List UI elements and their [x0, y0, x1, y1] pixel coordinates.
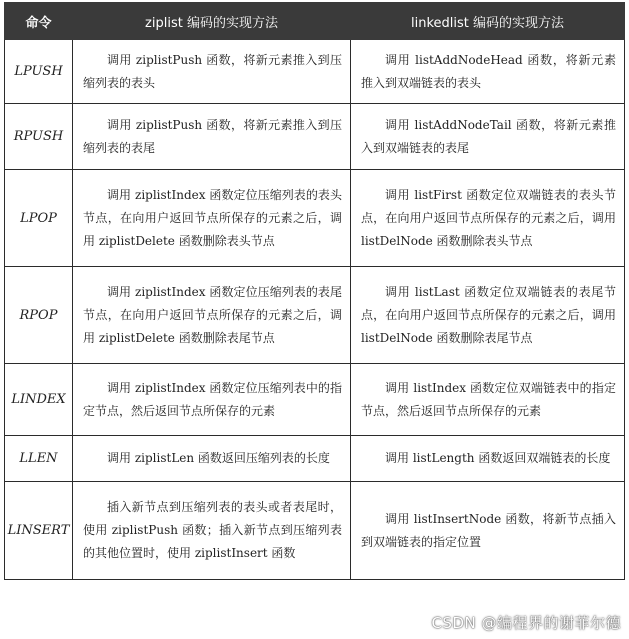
command-cell: LLEN — [5, 436, 73, 482]
ziplist-cell: 插入新节点到压缩列表的表头或者表尾时，使用 ziplistPush 函数；插入新节点到压缩列表的其他位置时，使用 ziplistInsert 函数 — [73, 482, 351, 580]
header-row — [5, 3, 625, 40]
header-command: 命令 — [5, 3, 73, 40]
table-header — [5, 3, 625, 40]
linkedlist-cell: 调用 listIndex 函数定位双端链表中的指定节点，然后返回节点所保存的元素 — [351, 364, 625, 436]
linkedlist-cell: 调用 listAddNodeTail 函数，将新元素推入到双端链表的表尾 — [351, 104, 625, 170]
command-cell: LINDEX — [5, 364, 73, 436]
table-row — [5, 436, 625, 482]
linkedlist-cell: 调用 listLast 函数定位双端链表的表尾节点，在向用户返回节点所保存的元素之后，调用 listDelNode 函数删除表尾节点 — [351, 267, 625, 364]
ziplist-cell: 调用 ziplistPush 函数，将新元素推入到压缩列表的表尾 — [73, 104, 351, 170]
ziplist-cell: 调用 ziplistIndex 函数定位压缩列表的表尾节点，在向用户返回节点所保存的元素之后，调用 ziplistDelete 函数删除表尾节点 — [73, 267, 351, 364]
ziplist-cell: 调用 ziplistPush 函数，将新元素推入到压缩列表的表头 — [73, 40, 351, 104]
linkedlist-cell: 调用 listLength 函数返回双端链表的长度 — [351, 436, 625, 482]
command-implementation-table — [4, 2, 625, 580]
table-row — [5, 170, 625, 267]
header-linkedlist: linkedlist 编码的实现方法 — [351, 3, 625, 40]
linkedlist-cell: 调用 listFirst 函数定位双端链表的表头节点，在向用户返回节点所保存的元素之后，调用 listDelNode 函数删除表头节点 — [351, 170, 625, 267]
command-cell: RPUSH — [5, 104, 73, 170]
linkedlist-cell: 调用 listInsertNode 函数，将新节点插入到双端链表的指定位置 — [351, 482, 625, 580]
table-row — [5, 40, 625, 104]
command-cell: LINSERT — [5, 482, 73, 580]
command-cell: LPOP — [5, 170, 73, 267]
header-ziplist: ziplist 编码的实现方法 — [73, 3, 351, 40]
ziplist-cell: 调用 ziplistIndex 函数定位压缩列表中的指定节点，然后返回节点所保存的元素 — [73, 364, 351, 436]
command-cell: LPUSH — [5, 40, 73, 104]
table-row — [5, 104, 625, 170]
watermark: CSDN @编程界的谢菲尔德 — [431, 614, 621, 632]
ziplist-cell: 调用 ziplistLen 函数返回压缩列表的长度 — [73, 436, 351, 482]
command-cell: RPOP — [5, 267, 73, 364]
table-row — [5, 267, 625, 364]
table-row — [5, 482, 625, 580]
table-row — [5, 364, 625, 436]
table-body — [5, 40, 625, 580]
ziplist-cell: 调用 ziplistIndex 函数定位压缩列表的表头节点，在向用户返回节点所保存的元素之后，调用 ziplistDelete 函数删除表头节点 — [73, 170, 351, 267]
linkedlist-cell: 调用 listAddNodeHead 函数，将新元素推入到双端链表的表头 — [351, 40, 625, 104]
